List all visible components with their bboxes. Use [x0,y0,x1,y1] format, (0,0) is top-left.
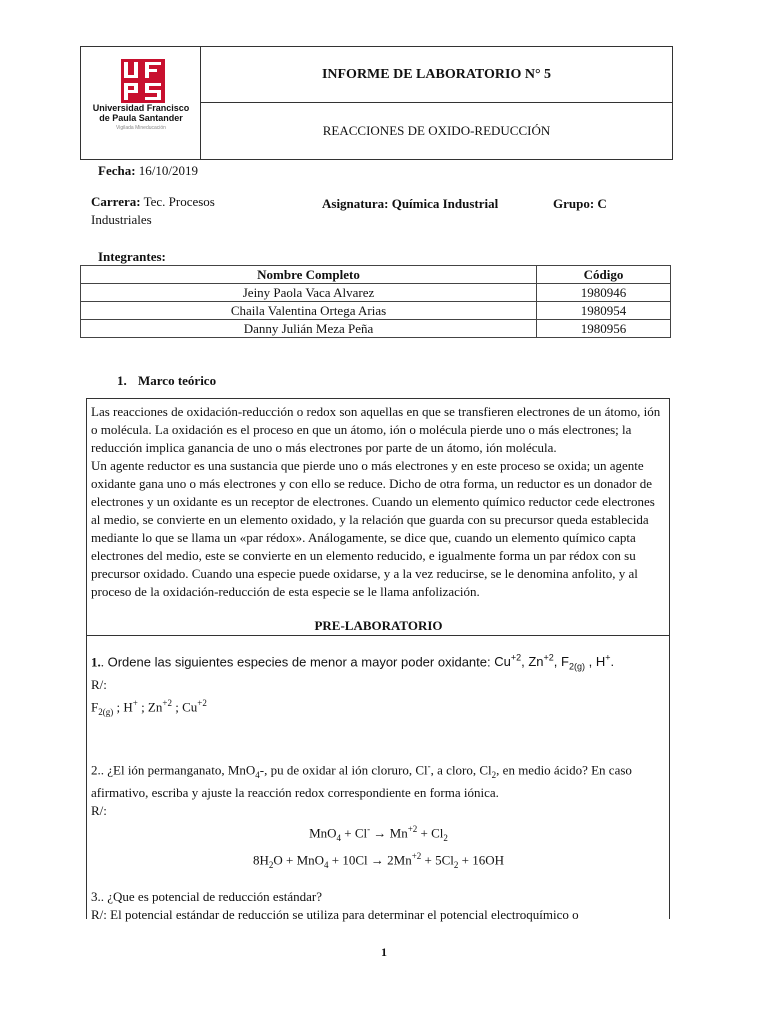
grupo-row [553,196,607,212]
content-body [91,403,666,924]
grupo-value: C [597,196,607,211]
col-header-code: Código [537,266,671,284]
asignatura-label: Asignatura: [322,196,389,211]
q1-species: $Cu^{+2}$, $Zn^{+2}$, $F_{2(g)}$ , H+. [494,653,615,672]
equation-2: $8H_2O + MnO_4 + 10Cl \to 2Mn^{+2} + 5Cl_2 + 16OH$ [252,850,505,870]
question-2: 2.. ¿El ión permanganato, MnO$_4$-, pu de oxidar al ión cloruro, Cl-, a cloro, $Cl_2$, en medio ácido? En caso afirmativo, escriba y ajuste la reacción redox correspondiente en forma iónica. [91,760,632,800]
prelab-title: PRE-LABORATORIO [314,618,443,633]
q1-dot: . [100,654,104,670]
content-box [86,398,670,922]
member-name: Chaila Valentina Ortega Arias [81,302,537,320]
fecha-value: 16/10/2019 [138,163,199,178]
university-tagline: Vigilada Mineducación [116,125,166,131]
members-table [80,265,671,338]
table-row [81,302,671,320]
col-header-name: Nombre Completo [81,266,537,284]
member-code: 1980954 [537,302,671,320]
report-title: INFORME DE LABORATORIO N° 5 [201,47,672,103]
table-header-row [81,266,671,284]
q3-answer: R/: El potencial estándar de reducción se utiliza para determinar el potencial electroquímico o [91,906,579,922]
equation-1: $MnO_4 + Cl^- \to Mn^{+2} + Cl_2$ [309,823,448,843]
member-name: Danny Julián Meza Peña [81,320,537,338]
table-row [81,320,671,338]
q1-answer-label: R/: [91,676,107,692]
asignatura-row [322,196,498,212]
q2-answer-label: R/: [91,802,107,818]
asignatura-value: Química Industrial [391,196,499,211]
fecha-label: Fecha: [98,163,136,178]
q1-text: Ordene las siguientes especies de menor a mayor poder oxidante: [104,654,495,670]
carrera-value-1: Tec. Procesos [143,194,215,209]
carrera-value-2: Industriales [91,212,152,227]
table-row [81,284,671,302]
logo-cell [81,47,201,159]
carrera-block [91,193,281,229]
university-name: Universidad Francisco de Paula Santander [92,103,190,123]
grupo-label: Grupo: [553,196,595,211]
theory-paragraph-1: Las reacciones de oxidación-reducción o redox son aquellas en que se transfieren electrones de un átomo, ión o molécula. La oxidación es el proceso en que un átomo, ión o molécula pierde uno o más electrones; la reducción implica ganancia de uno o más electrones por parte de un átomo, ión molécula. [91,404,661,455]
fecha-row [98,163,198,179]
page-number: 1 [381,945,387,959]
section-title: Marco teórico [138,373,217,388]
question-3: 3.. ¿Que es potencial de reducción estándar? [91,888,323,904]
question-1 [91,649,666,676]
ufps-logo-icon [121,59,165,103]
member-name: Jeiny Paola Vaca Alvarez [81,284,537,302]
q1-answer: $F_{2(g)}$ ; H+ ; $Zn^{+2}$ ; $Cu^{+2}$ [91,697,207,717]
theory-paragraph-2: Un agente reductor es una sustancia que pierde uno o más electrones y en este proceso se oxida; un agente oxidante gana uno o más electrones y con ello se reduce. Dicho de otra forma, un reductor es un donador de electrones y un oxidante es un receptor de electrones. Cuando un elemento químico reductor cede electrones al medio, se convierte en un elemento oxidado, y la relación que guarda con su precursor queda establecida mediante lo que se llama un «par rédox». Análogamente, se dice que, cuando un elemento químico capta electrones del medio, este se convierte en un elemento reducido, e igualmente forma un par rédox con su precursor oxidado. Cuando una especie puede oxidarse, y a la vez reducirse, se le denomina anfolito, y al proceso de la oxidación-reducción de esta especie se le llama anfolización. [91,458,655,599]
report-header [80,46,673,160]
member-code: 1980956 [537,320,671,338]
integrantes-label: Integrantes: [98,249,166,264]
report-subtitle: REACCIONES DE OXIDO-REDUCCIÓN [322,123,551,138]
member-code: 1980946 [537,284,671,302]
q1-number: 1. [91,654,101,670]
section-heading [117,373,216,389]
carrera-label: Carrera: [91,194,141,209]
section-number: 1. [117,373,127,388]
